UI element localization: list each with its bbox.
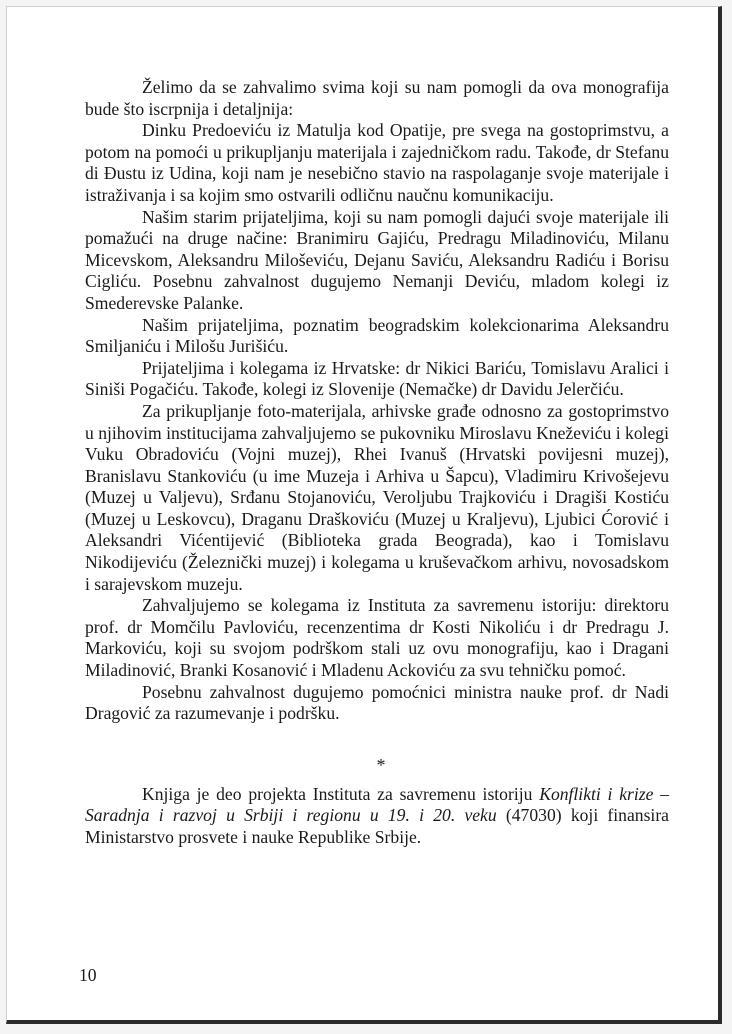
- document-page: [6, 6, 722, 1024]
- paragraph-5: Prijateljima i kolegama iz Hrvatske: dr Nikici Bariću, Tomislavu Aralici i Siniši Pogačiću. Takođe, kolegi iz Slovenije (Nemačke) dr Davidu Jelerčiću.: [85, 357, 669, 400]
- paragraph-7: Zahvaljujemo se kolegama iz Instituta za savremenu istoriju: direktoru prof. dr Momčilu Pavloviću, recenzentima dr Kosti Nikoliću i dr Predragu J. Markoviću, koji su svojom podrškom stali uz ovu monografiju, kao i Dragani Miladinović, Branki Kosanović i Mladenu Ackoviću za svu tehničku pomoć.: [85, 595, 669, 681]
- project-note-lead: Knjiga je deo projekta Instituta za savremenu istoriju: [142, 783, 540, 804]
- project-note: [85, 784, 669, 849]
- paragraph-3: Našim starim prijateljima, koji su nam pomogli dajući svoje materijale ili pomažući na druge načine: Branimiru Gajiću, Predragu Miladinoviću, Milanu Micevskom, Aleksandru Miloševiću, Dejanu Saviću, Aleksandru Radiću i Borisu Cigliću. Posebnu zahvalnost dugujemo Nemanji Deviću, mladom kolegi iz Smederevske Palanke.: [85, 206, 669, 313]
- paragraph-8: Posebnu zahvalnost dugujemo pomoćnici ministra nauke prof. dr Nadi Dragović za razumevanje i podršku.: [85, 681, 669, 724]
- section-separator: *: [376, 754, 386, 775]
- page-number: 10: [79, 965, 97, 985]
- paragraph-1: Želimo da se zahvalimo svima koji su nam pomogli da ova monografija bude što iscrpnija i detaljnija:: [85, 77, 669, 119]
- paragraph-4: Našim prijateljima, poznatim beogradskim kolekcionarima Aleksandru Smiljaniću i Milošu Jurišiću.: [85, 314, 669, 357]
- project-note-text: [85, 784, 669, 849]
- paragraph-6: Za prikupljanje foto-materijala, arhivske građe odnosno za gostoprimstvo u njihovim institucijama zahvaljujemo se pukovniku Miroslavu Kneževiću i kolegi Vuku Obradoviću (Vojni muzej), Rhei Ivanuš (Hrvatski povijesni muzej), Branislavu Stankoviću (u ime Muzeja i Arhiva u Šapcu), Vladimiru Krivošejevu (Muzej u Valjevu), Srđanu Stojanoviću, Veroljubu Trajkoviću i Dragiši Kostiću (Muzej u Leskovcu), Draganu Draškoviću (Muzej u Kraljevu), Ljubici Ćorović i Aleksandri Vićentijević (Biblioteka grada Beograda), kao i Tomislavu Nikodijeviću (Železnički muzej) i kolegama u kruševačkom arhivu, novosadskom i sarajevskom muzeju.: [85, 400, 669, 594]
- project-title: Konflikti i krize – Saradnja i razvoj u Srbiji i regionu u 19. i 20. veku: [85, 783, 669, 826]
- acknowledgements-text: [85, 77, 669, 849]
- paragraph-2: Dinku Predoeviću iz Matulja kod Opatije, pre svega na gostoprimstvu, a potom na pomoći u prikupljanju materijala i zajedničkom radu. Takođe, dr Stefanu di Đustu iz Udina, koji nam je nesebično stavio na raspolaganje svoje materijale i istraživanja i sa kojim smo ostvarili odličnu naučnu komunikaciju.: [85, 120, 669, 205]
- project-note-tail: (47030) koji finansira Ministarstvo prosvete i nauke Republike Srbije.: [85, 805, 669, 847]
